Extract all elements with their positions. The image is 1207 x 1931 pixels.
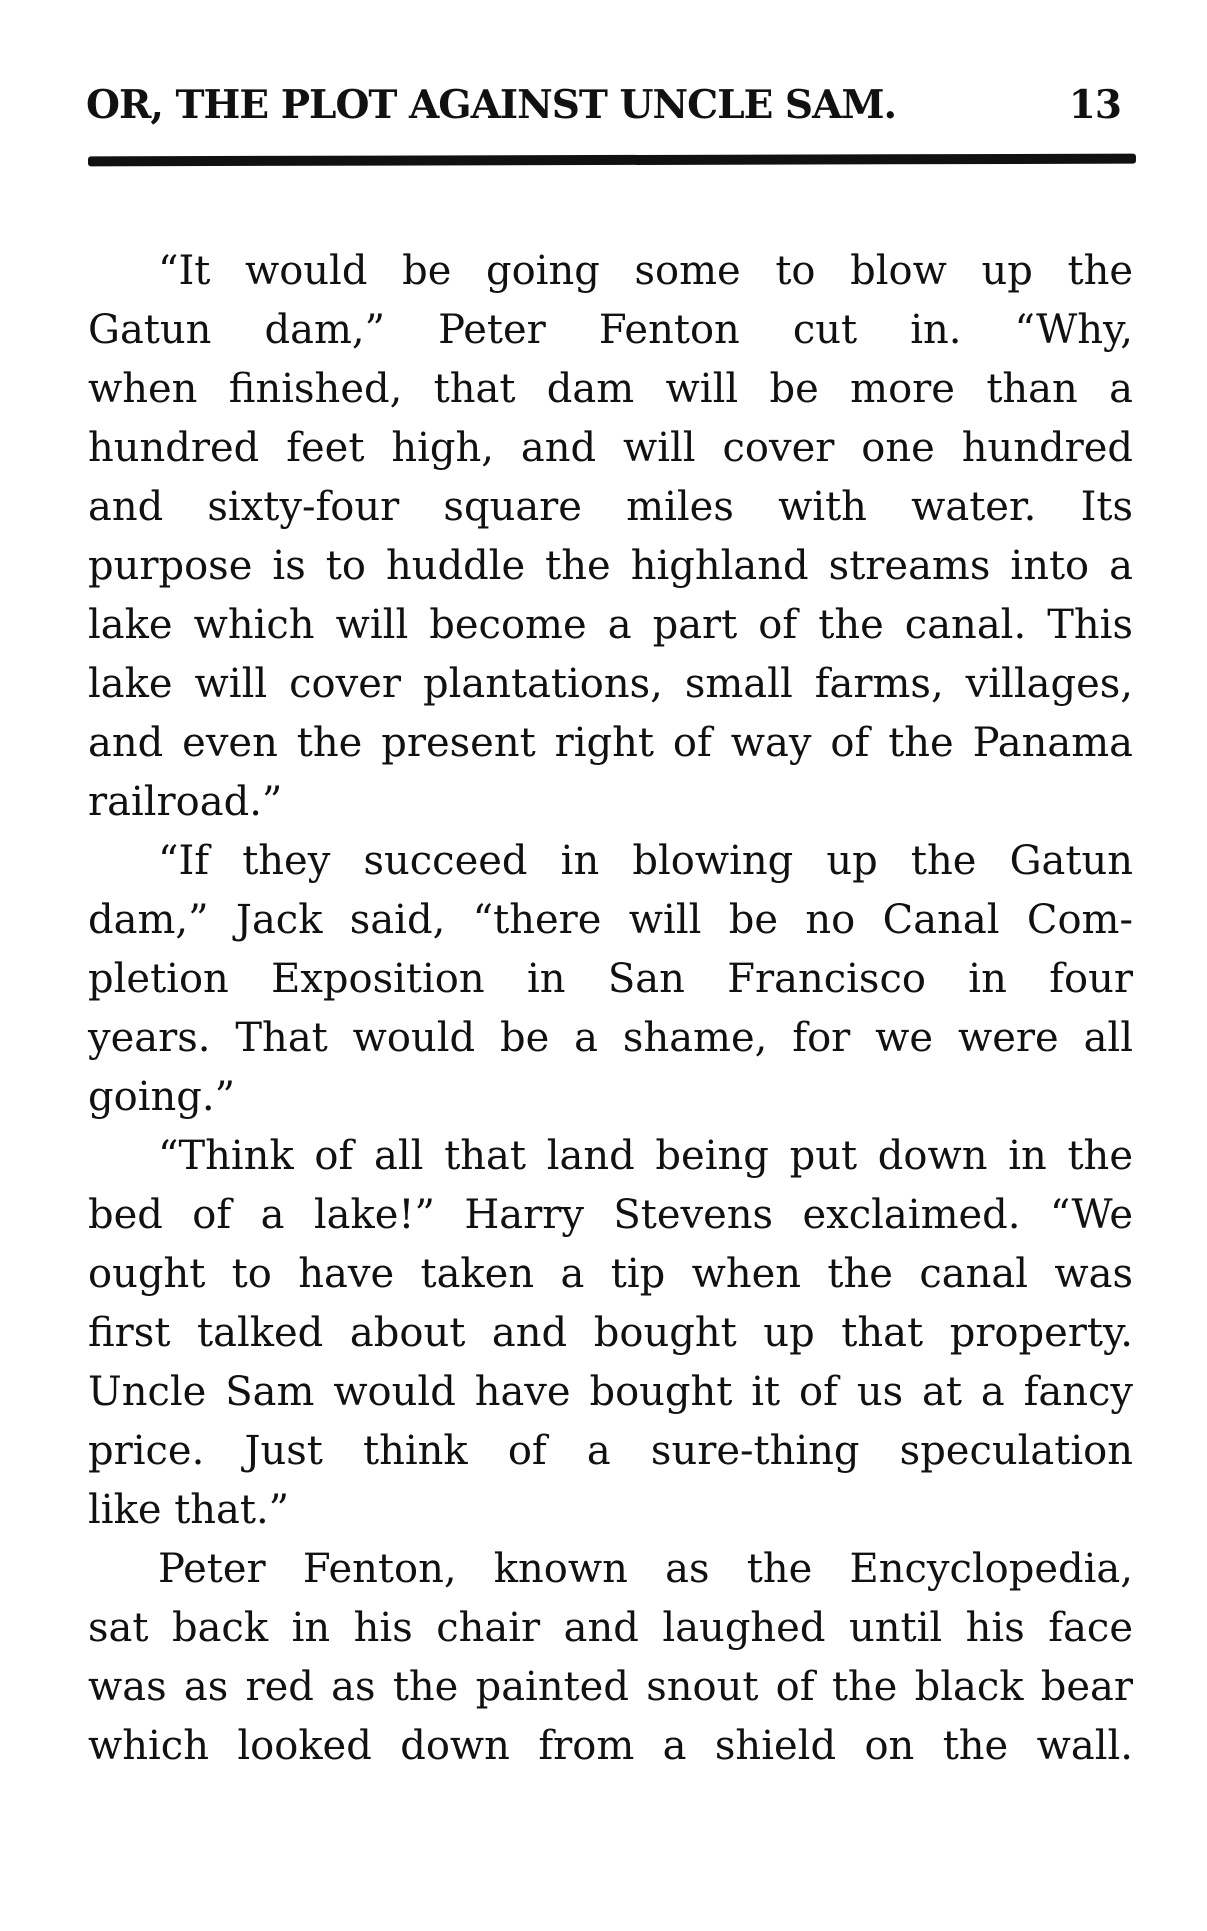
text-line: lake will cover plantations, small farms, villages, bbox=[88, 661, 1133, 707]
text-line: purpose is to huddle the highland streams into a bbox=[88, 543, 1133, 589]
text-line: “Think of all that land being put down in the bbox=[158, 1133, 1133, 1179]
text-line: Gatun dam,” Peter Fenton cut in. “Why, bbox=[88, 307, 1133, 353]
text-line: lake which will become a part of the canal. This bbox=[88, 602, 1133, 648]
text-line: and even the present right of way of the Panama bbox=[88, 720, 1133, 766]
text-line: hundred feet high, and will cover one hundred bbox=[88, 425, 1133, 471]
text-line: and sixty-four square miles with water. Its bbox=[88, 484, 1133, 530]
page-number: 13 bbox=[1068, 82, 1121, 128]
text-line: pletion Exposition in San Francisco in four bbox=[88, 956, 1133, 1002]
text-line: railroad.” bbox=[88, 779, 283, 825]
text-line: ought to have taken a tip when the canal was bbox=[88, 1251, 1133, 1297]
text-line: years. That would be a shame, for we were all bbox=[88, 1015, 1133, 1061]
body-text bbox=[88, 242, 1133, 1776]
running-title: OR, THE PLOT AGAINST UNCLE SAM. bbox=[86, 82, 897, 128]
text-line: was as red as the painted snout of the black bear bbox=[88, 1664, 1133, 1710]
text-line: Peter Fenton, known as the Encyclopedia, bbox=[158, 1546, 1133, 1592]
running-head bbox=[86, 68, 1121, 128]
text-line: “If they succeed in blowing up the Gatun bbox=[158, 838, 1133, 884]
text-line: like that.” bbox=[88, 1487, 290, 1533]
text-line: “It would be going some to blow up the bbox=[158, 248, 1133, 294]
header-rule bbox=[88, 154, 1136, 167]
text-line: Uncle Sam would have bought it of us at a fancy bbox=[88, 1369, 1133, 1415]
text-line: going.” bbox=[88, 1074, 236, 1120]
text-line: dam,” Jack said, “there will be no Canal Com- bbox=[88, 897, 1133, 943]
text-line: sat back in his chair and laughed until his face bbox=[88, 1605, 1133, 1651]
text-line: which looked down from a shield on the wall. bbox=[88, 1723, 1133, 1769]
text-line: price. Just think of a sure-thing speculation bbox=[88, 1428, 1133, 1474]
text-line: first talked about and bought up that property. bbox=[88, 1310, 1133, 1356]
text-line: when finished, that dam will be more than a bbox=[88, 366, 1133, 412]
text-line: bed of a lake!” Harry Stevens exclaimed. “We bbox=[88, 1192, 1133, 1238]
